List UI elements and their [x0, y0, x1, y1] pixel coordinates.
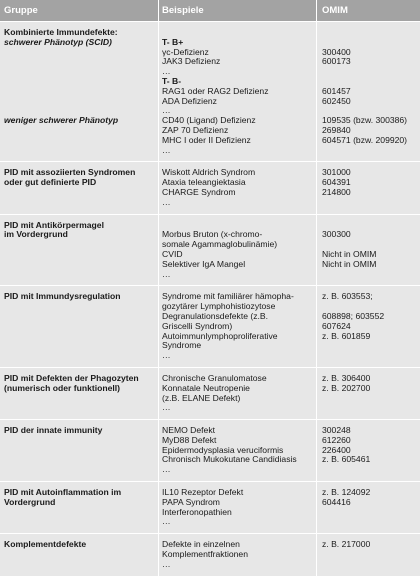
group-cell-line: PID der innate immunity	[4, 425, 103, 436]
examples-cell-line: …	[162, 105, 171, 116]
group-cell-line: PID mit Immundysregulation	[4, 291, 121, 302]
examples-cell-line: MyD88 Defekt	[162, 434, 217, 445]
omim-cell-line	[322, 28, 420, 38]
group-cell-line: (numerisch oder funktionell)	[4, 382, 121, 393]
group-cell	[0, 368, 158, 419]
examples-cell-line: …	[162, 144, 171, 155]
omim-cell-line: 109535 (bzw. 300386)	[322, 115, 408, 126]
table-row	[0, 21, 420, 161]
group-cell-line	[4, 48, 158, 58]
examples-cell-line: ZAP 70 Defizienz	[162, 124, 229, 135]
group-cell-line	[4, 97, 158, 107]
omim-cell-line	[322, 550, 420, 560]
examples-cell-line	[162, 28, 316, 38]
omim-cell-line: 604571 (bzw. 209920)	[322, 134, 408, 145]
omim-cell-line	[322, 465, 420, 475]
omim-cell-line: z. B. 605461	[322, 454, 371, 465]
omim-cell-line: 608898; 603552	[322, 310, 385, 321]
omim-cell-line	[322, 403, 420, 413]
examples-cell-line: …	[162, 66, 171, 77]
omim-cell	[316, 482, 420, 533]
examples-cell-line: Konnatale Neutropenie	[162, 382, 250, 393]
examples-cell	[158, 534, 316, 575]
omim-cell	[316, 286, 420, 367]
group-cell-line	[4, 77, 158, 87]
examples-cell-line: Interferonopathien	[162, 506, 232, 517]
table-row	[0, 214, 420, 286]
examples-cell-line: Komplementfraktionen	[162, 549, 248, 560]
table-row	[0, 367, 420, 419]
omim-cell-line: z. B. 124092	[322, 487, 371, 498]
omim-cell-line: 612260	[322, 434, 351, 445]
examples-cell-line: …	[162, 558, 171, 569]
group-cell	[0, 22, 158, 161]
omim-cell	[316, 22, 420, 161]
examples-cell-line: Chronische Granulomatose	[162, 372, 267, 383]
group-cell-line: Komplementdefekte	[4, 539, 87, 550]
examples-cell-line: Syndrome	[162, 340, 202, 351]
header-omim: OMIM	[316, 0, 420, 21]
omim-cell	[316, 368, 420, 419]
examples-cell-line: JAK3 Defizienz	[162, 56, 221, 67]
omim-cell-line: 214800	[322, 186, 351, 197]
examples-cell	[158, 368, 316, 419]
omim-cell-line: 602450	[322, 95, 351, 106]
omim-cell-line: 601457	[322, 85, 351, 96]
group-cell-line	[4, 57, 158, 67]
group-cell	[0, 482, 158, 533]
examples-cell-line: RAG1 oder RAG2 Defizienz	[162, 85, 269, 96]
omim-cell-line: 269840	[322, 124, 351, 135]
examples-cell-line: (z.B. ELANE Defekt)	[162, 392, 241, 403]
examples-cell-line: Degranulationsdefekte (z.B.	[162, 310, 269, 321]
examples-cell	[158, 482, 316, 533]
omim-cell-line: 604391	[322, 177, 351, 188]
omim-cell-line: 300400	[322, 46, 351, 57]
group-cell-line: Kombinierte Immundefekte:	[4, 27, 118, 37]
examples-cell-line: …	[162, 350, 171, 361]
examples-cell-line: Syndrome mit familiärer hämopha-	[162, 291, 294, 302]
examples-cell-line: Epidermodysplasia veruciformis	[162, 444, 284, 455]
omim-cell-line	[322, 341, 420, 351]
examples-cell-line: …	[162, 268, 171, 279]
examples-cell-line: Ataxia teleangiektasia	[162, 177, 246, 188]
omim-cell-line: 604416	[322, 496, 351, 507]
omim-cell-line: 301000	[322, 167, 351, 178]
examples-cell-line: …	[162, 516, 171, 527]
examples-cell-line: Chronisch Mukokutane Candidiasis	[162, 454, 297, 465]
examples-cell-line: …	[162, 402, 171, 413]
omim-cell-line: 600173	[322, 56, 351, 67]
omim-cell-line: 300300	[322, 229, 351, 240]
omim-cell-line: Nicht in OMIM	[322, 248, 377, 259]
group-cell	[0, 534, 158, 575]
omim-cell-line	[322, 67, 420, 77]
group-cell-line	[4, 67, 158, 77]
group-cell	[0, 286, 158, 367]
examples-cell-line: Selektiver IgA Mangel	[162, 258, 246, 269]
omim-cell	[316, 215, 420, 286]
group-cell-line: oder gut definierte PID	[4, 177, 97, 188]
table-row	[0, 419, 420, 481]
omim-cell-line	[322, 394, 420, 404]
omim-cell-line	[322, 351, 420, 361]
examples-cell	[158, 162, 316, 213]
omim-cell-line	[322, 198, 420, 208]
omim-cell-line: z. B. 603553;	[322, 291, 373, 302]
examples-cell-line: …	[162, 464, 171, 475]
header-group: Gruppe	[4, 5, 38, 16]
omim-cell-line	[322, 270, 420, 280]
examples-cell	[158, 215, 316, 286]
examples-cell-line: IL10 Rezeptor Defekt	[162, 487, 244, 498]
group-cell	[0, 215, 158, 286]
examples-cell-line: PAPA Syndrom	[162, 496, 220, 507]
group-cell-line: PID mit Autoinflammation im	[4, 487, 122, 498]
omim-cell-line: z. B. 217000	[322, 539, 371, 550]
omim-cell-line	[322, 508, 420, 518]
omim-cell-line	[322, 517, 420, 527]
examples-cell-line: somale Agammaglobulinämie)	[162, 239, 278, 250]
examples-cell-line: Griscelli Syndrom)	[162, 320, 233, 331]
table-row	[0, 161, 420, 213]
examples-cell	[158, 286, 316, 367]
table-row	[0, 533, 420, 575]
omim-cell-line: 226400	[322, 444, 351, 455]
omim-cell-line: z. B. 306400	[322, 372, 371, 383]
group-cell	[0, 420, 158, 481]
examples-cell-line: CHARGE Syndrom	[162, 186, 236, 197]
group-cell-line	[4, 87, 158, 97]
omim-cell-line	[322, 146, 420, 156]
group-cell-line: PID mit Defekten der Phagozyten	[4, 372, 139, 383]
omim-cell	[316, 534, 420, 575]
group-cell	[0, 162, 158, 213]
group-cell-line: PID mit Antikörpermagel	[4, 219, 104, 230]
examples-cell-line: Wiskott Aldrich Syndrom	[162, 167, 256, 178]
group-cell-line: schwerer Phänotyp (SCID)	[4, 36, 112, 47]
table-body	[0, 21, 420, 576]
group-cell-line: weniger schwerer Phänotyp	[4, 115, 119, 126]
examples-cell-line: CVID	[162, 248, 183, 259]
examples-cell-line: gozytärer Lymphohistiozytose	[162, 301, 276, 312]
examples-cell-line: Defekte in einzelnen	[162, 539, 240, 550]
group-cell-line: PID mit assoziierten Syndromen	[4, 167, 136, 178]
omim-cell-line	[322, 560, 420, 570]
omim-cell-line: z. B. 202700	[322, 382, 371, 393]
examples-cell-line: T- B-	[162, 75, 182, 86]
examples-cell-line: NEMO Defekt	[162, 425, 216, 436]
examples-cell-line: …	[162, 196, 171, 207]
group-cell-line: Vordergrund	[4, 496, 56, 507]
table-row	[0, 481, 420, 533]
omim-cell	[316, 420, 420, 481]
examples-cell-line: CD40 (Ligand) Defizienz	[162, 115, 256, 126]
table-header	[0, 0, 420, 21]
examples-cell-line: Morbus Bruton (x-chromo-	[162, 229, 263, 240]
examples-cell	[158, 420, 316, 481]
examples-cell-line: ADA Defizienz	[162, 95, 217, 106]
table-row	[0, 285, 420, 367]
omim-cell-line: 607624	[322, 320, 351, 331]
examples-cell-line: MHC I oder II Defizienz	[162, 134, 251, 145]
examples-cell-line: γc-Defizienz	[162, 46, 209, 57]
examples-cell	[158, 22, 316, 161]
omim-cell	[316, 162, 420, 213]
omim-cell-line: z. B. 601859	[322, 330, 371, 341]
omim-cell-line: Nicht in OMIM	[322, 258, 377, 269]
examples-cell-line: Autoimmunlymphoproliferative	[162, 330, 278, 341]
header-examples: Beispiele	[158, 0, 316, 21]
group-cell-line: im Vordergrund	[4, 229, 68, 240]
examples-cell-line: T- B+	[162, 36, 184, 47]
omim-cell-line: 300248	[322, 425, 351, 436]
